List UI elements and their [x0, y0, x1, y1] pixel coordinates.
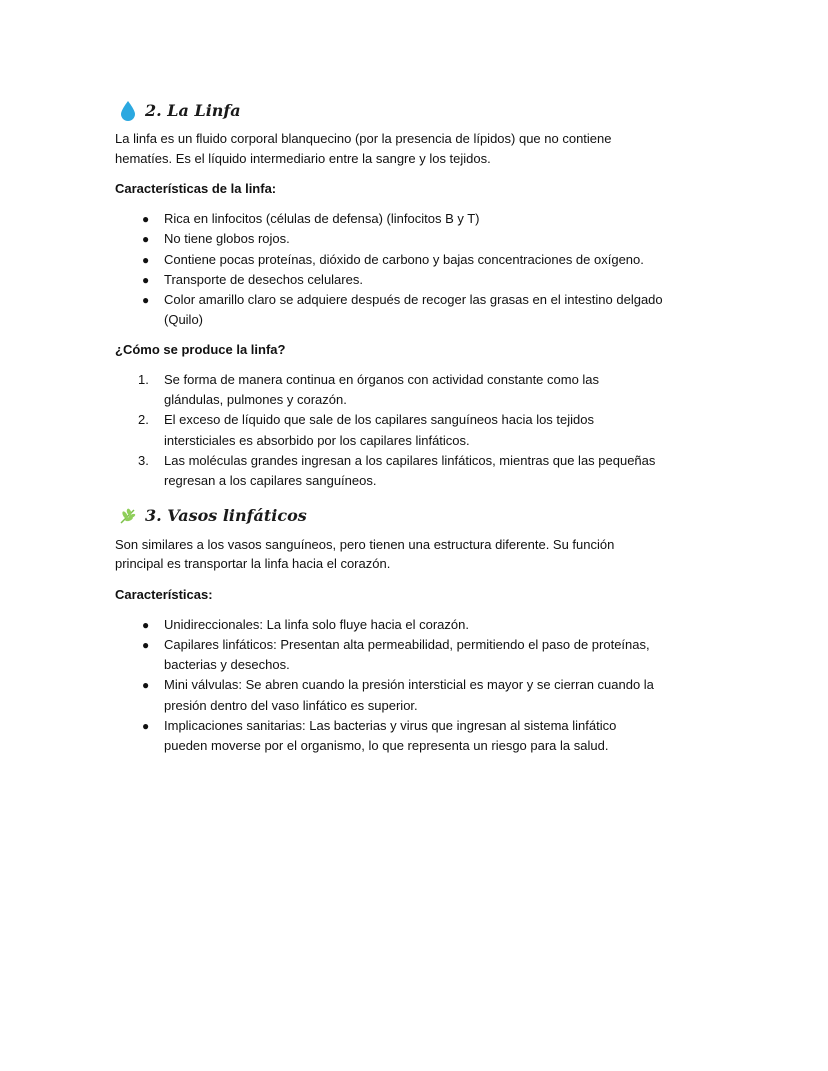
section-heading-lymph	[119, 96, 725, 124]
list-number: 2.	[138, 412, 149, 428]
section-title: 2. La Linfa	[145, 100, 241, 120]
list-item	[115, 615, 725, 635]
subheading: ¿Cómo se produce la linfa?	[115, 341, 286, 357]
text-line: Las moléculas grandes ingresan a los capilares linfáticos, mientras que las pequeñas	[164, 452, 656, 468]
subheading: Características:	[115, 586, 213, 602]
subheading: Características de la linfa:	[115, 181, 277, 196]
text-line: Mini válvulas: Se abren cuando la presión intersticial es mayor y se cierran cuando la	[164, 677, 654, 693]
text-line: Unidireccionales: La linfa solo fluye hacia el corazón.	[164, 616, 469, 632]
list-item	[115, 209, 725, 229]
list-item	[115, 370, 725, 411]
bullet-icon: ●	[142, 293, 150, 308]
lymph-production-list	[115, 370, 725, 492]
section-heading-vessels	[119, 502, 725, 530]
bullet-icon: ●	[142, 678, 150, 693]
list-item	[115, 229, 725, 249]
document-page	[115, 96, 725, 757]
text-line: Son similares a los vasos sanguíneos, pero tienen una estructura diferente. Su función	[115, 536, 615, 552]
vessel-characteristics-list	[115, 615, 725, 757]
text-line: Se forma de manera continua en órganos con actividad constante como las	[164, 371, 600, 387]
text-line: regresan a los capilares sanguíneos.	[164, 473, 377, 489]
list-item	[115, 675, 725, 716]
section-intro	[115, 129, 725, 168]
list-item	[115, 410, 725, 451]
list-item	[115, 250, 725, 270]
herb-icon	[119, 505, 137, 527]
list-number: 3.	[138, 452, 149, 468]
bullet-icon: ●	[142, 212, 150, 226]
text-line: Capilares linfáticos: Presentan alta permeabilidad, permitiendo el paso de proteínas,	[164, 636, 650, 652]
text-line: La linfa es un fluido corporal blanquecino (por la presencia de lípidos) que no contiene	[115, 131, 612, 146]
text-line: presión dentro del vaso linfático es superior.	[164, 697, 418, 713]
lymph-characteristics-list	[115, 209, 725, 331]
text-line: Transporte de desechos celulares.	[164, 271, 363, 287]
text-line: (Quilo)	[164, 312, 204, 328]
section-title: 3. Vasos linfáticos	[145, 506, 307, 526]
list-item	[115, 716, 725, 757]
text-line: hematíes. Es el líquido intermediario entre la sangre y los tejidos.	[115, 150, 491, 166]
list-item	[115, 290, 725, 331]
bullet-icon: ●	[142, 637, 150, 652]
list-item	[115, 635, 725, 676]
bullet-icon: ●	[142, 617, 150, 632]
text-line: Color amarillo claro se adquiere después de recoger las grasas en el intestino delgado	[164, 292, 663, 308]
text-line: bacterias y desechos.	[164, 657, 290, 673]
bullet-icon: ●	[142, 232, 150, 247]
text-line: principal es transportar la linfa hacia el corazón.	[115, 556, 391, 572]
text-line: El exceso de líquido que sale de los capilares sanguíneos hacia los tejidos	[164, 412, 594, 428]
text-line: No tiene globos rojos.	[164, 231, 290, 247]
text-line: Contiene pocas proteínas, dióxido de carbono y bajas concentraciones de oxígeno.	[164, 251, 644, 267]
list-item	[115, 451, 725, 492]
text-line: Rica en linfocitos (células de defensa) (linfocitos B y T)	[164, 211, 480, 226]
list-item	[115, 270, 725, 290]
text-line: intersticiales es absorbido por los capilares linfáticos.	[164, 432, 470, 448]
text-line: glándulas, pulmones y corazón.	[164, 392, 347, 408]
bullet-icon: ●	[142, 719, 150, 734]
bullet-icon: ●	[142, 272, 150, 287]
text-line: Implicaciones sanitarias: Las bacterias y virus que ingresan al sistema linfático	[164, 718, 617, 734]
section-intro	[115, 535, 725, 574]
bullet-icon: ●	[142, 252, 150, 267]
text-line: pueden moverse por el organismo, lo que representa un riesgo para la salud.	[164, 738, 609, 754]
droplet-icon	[119, 99, 137, 121]
list-number: 1.	[138, 371, 149, 387]
